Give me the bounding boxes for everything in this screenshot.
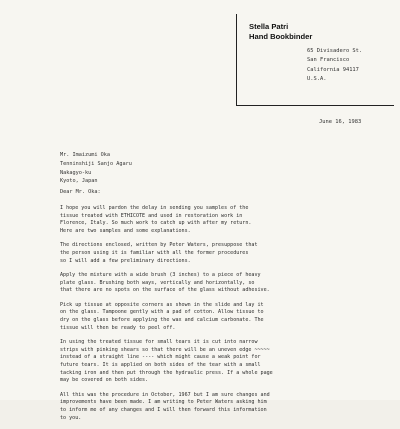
salutation: Dear Mr. Oka:	[60, 189, 101, 195]
body-line: In using the treated tissue for small tears it is cut into narrow	[60, 338, 258, 345]
letterhead-address	[307, 47, 362, 85]
body-line: tissue will then be ready to peel off.	[60, 324, 176, 331]
body-line: Pick up tissue at opposite corners as shown in the slide and lay it	[60, 301, 264, 308]
body-line: may be covered on both sides.	[60, 377, 149, 384]
body-line: All this was the procedure in October, 1967 but I am sure changes and	[60, 391, 270, 398]
body-line: Here are two samples and some explanations.	[60, 228, 191, 235]
body-line: plate glass. Brushing both ways, vertically and horizontally, so	[60, 279, 255, 286]
body-line: Apply the mixture with a wide brush (3 inches) to a piece of heavy	[60, 271, 261, 278]
recipient-address	[60, 151, 132, 186]
body-line: to inform me of any changes and I will then forward this information	[60, 406, 267, 413]
paragraph	[60, 205, 400, 236]
body-line: dry on the glass before applying the wax and calcium carbonate. The	[60, 316, 264, 323]
letter-body	[60, 205, 400, 429]
recipient-line: Mr. Imaizumi Oka	[60, 152, 110, 158]
body-line: the person using it is familiar with all the former procedures	[60, 250, 249, 257]
letterhead-name-line: Hand Bookbinder	[249, 32, 313, 41]
paragraph	[60, 272, 400, 295]
paragraph	[60, 242, 400, 265]
body-line: improvements have been made. I am writing to Peter Waters asking him	[60, 399, 267, 406]
body-line: strips with pinking shears so that there will be an uneven edge ~~~~~	[60, 346, 270, 353]
recipient-line: Kyoto, Japan	[60, 178, 98, 185]
paragraph	[60, 392, 400, 423]
body-line: on the glass. Tampoone gently with a pad of cotton. Allow tissue to	[60, 309, 264, 316]
body-line: to you.	[60, 414, 82, 421]
body-line: Florence, Italy. So much work to catch up with after my return.	[60, 220, 252, 227]
body-line: instead of a straight line ---- which might cause a weak point for	[60, 354, 261, 361]
address-line: U.S.A.	[307, 76, 327, 83]
recipient-line: Tenninshiji Sanjo Agaru	[60, 160, 132, 167]
letterhead-name-line: Stella Patri	[249, 22, 289, 31]
letterhead-name	[249, 22, 312, 42]
body-line: that there are no spots on the surface of the glass without adhesive.	[60, 287, 270, 294]
letter-date: June 16, 1983	[319, 119, 362, 125]
body-line: tissue treated with ETHICOTE and used in restoration work in	[60, 212, 243, 219]
paragraph	[60, 339, 400, 385]
body-line: tacking iron and then put through the hydraulic press. If a whole page	[60, 369, 273, 376]
body-line: future tears. It is applied on both sides of the tear with a small	[60, 361, 261, 368]
paragraph	[60, 302, 400, 333]
recipient-line: Nakagyo-ku	[60, 169, 92, 176]
address-line: 65 Divisadero St.	[307, 48, 363, 54]
letterhead	[236, 14, 394, 106]
address-line: California 94117	[307, 66, 359, 73]
body-line: so I will add a few preliminary directions.	[60, 257, 191, 264]
address-line: San Francisco	[307, 57, 350, 64]
body-line: The directions enclosed, written by Peter Waters, presuppose that	[60, 242, 258, 249]
body-line: I hope you will pardon the delay in sending you samples of the	[60, 205, 249, 211]
